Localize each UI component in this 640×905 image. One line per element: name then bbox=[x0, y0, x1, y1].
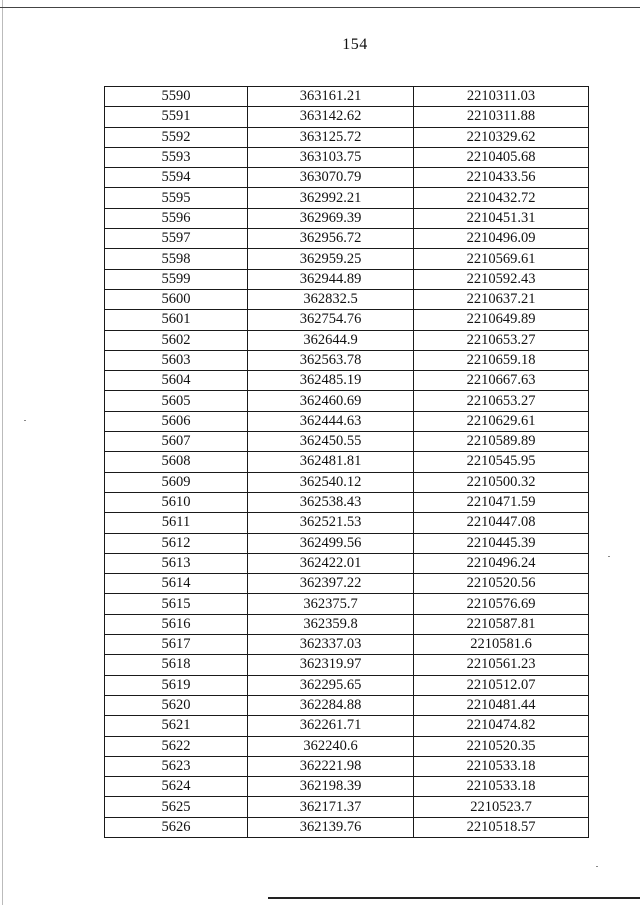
point-number-cell: 5594 bbox=[105, 168, 248, 188]
point-number-cell: 5596 bbox=[105, 208, 248, 228]
y-coordinate-cell: 2210569.61 bbox=[414, 249, 589, 269]
y-coordinate-cell: 2210659.18 bbox=[414, 350, 589, 370]
table-row bbox=[105, 533, 589, 553]
point-number-cell: 5593 bbox=[105, 147, 248, 167]
y-coordinate-cell: 2210512.07 bbox=[414, 675, 589, 695]
point-number-cell: 5622 bbox=[105, 736, 248, 756]
table-row bbox=[105, 675, 589, 695]
table-row bbox=[105, 350, 589, 370]
y-coordinate-cell: 2210589.89 bbox=[414, 432, 589, 452]
x-coordinate-cell: 362969.39 bbox=[248, 208, 414, 228]
x-coordinate-cell: 362832.5 bbox=[248, 289, 414, 309]
coordinates-table-body bbox=[105, 87, 589, 838]
y-coordinate-cell: 2210523.7 bbox=[414, 797, 589, 817]
x-coordinate-cell: 363070.79 bbox=[248, 168, 414, 188]
y-coordinate-cell: 2210653.27 bbox=[414, 330, 589, 350]
point-number-cell: 5598 bbox=[105, 249, 248, 269]
table-row bbox=[105, 756, 589, 776]
x-coordinate-cell: 362944.89 bbox=[248, 269, 414, 289]
x-coordinate-cell: 362198.39 bbox=[248, 777, 414, 797]
x-coordinate-cell: 362261.71 bbox=[248, 716, 414, 736]
table-row bbox=[105, 147, 589, 167]
table-row bbox=[105, 736, 589, 756]
table-row bbox=[105, 614, 589, 634]
x-coordinate-cell: 363103.75 bbox=[248, 147, 414, 167]
x-coordinate-cell: 362450.55 bbox=[248, 432, 414, 452]
y-coordinate-cell: 2210471.59 bbox=[414, 492, 589, 512]
point-number-cell: 5603 bbox=[105, 350, 248, 370]
y-coordinate-cell: 2210667.63 bbox=[414, 371, 589, 391]
y-coordinate-cell: 2210496.09 bbox=[414, 229, 589, 249]
x-coordinate-cell: 362444.63 bbox=[248, 411, 414, 431]
point-number-cell: 5614 bbox=[105, 574, 248, 594]
y-coordinate-cell: 2210533.18 bbox=[414, 777, 589, 797]
table-row bbox=[105, 330, 589, 350]
x-coordinate-cell: 362754.76 bbox=[248, 310, 414, 330]
table-row bbox=[105, 513, 589, 533]
table-row bbox=[105, 188, 589, 208]
table-row bbox=[105, 249, 589, 269]
x-coordinate-cell: 362295.65 bbox=[248, 675, 414, 695]
x-coordinate-cell: 362540.12 bbox=[248, 472, 414, 492]
table-row bbox=[105, 777, 589, 797]
point-number-cell: 5591 bbox=[105, 107, 248, 127]
y-coordinate-cell: 2210445.39 bbox=[414, 533, 589, 553]
point-number-cell: 5611 bbox=[105, 513, 248, 533]
y-coordinate-cell: 2210474.82 bbox=[414, 716, 589, 736]
point-number-cell: 5619 bbox=[105, 675, 248, 695]
point-number-cell: 5599 bbox=[105, 269, 248, 289]
point-number-cell: 5597 bbox=[105, 229, 248, 249]
point-number-cell: 5604 bbox=[105, 371, 248, 391]
y-coordinate-cell: 2210587.81 bbox=[414, 614, 589, 634]
scan-speck bbox=[24, 420, 26, 421]
y-coordinate-cell: 2210520.35 bbox=[414, 736, 589, 756]
coordinates-table bbox=[104, 86, 589, 838]
x-coordinate-cell: 362139.76 bbox=[248, 817, 414, 837]
x-coordinate-cell: 362563.78 bbox=[248, 350, 414, 370]
x-coordinate-cell: 362375.7 bbox=[248, 594, 414, 614]
table-row bbox=[105, 574, 589, 594]
scan-border-bottom bbox=[268, 897, 640, 899]
y-coordinate-cell: 2210311.88 bbox=[414, 107, 589, 127]
y-coordinate-cell: 2210561.23 bbox=[414, 655, 589, 675]
x-coordinate-cell: 362284.88 bbox=[248, 695, 414, 715]
table-row bbox=[105, 492, 589, 512]
y-coordinate-cell: 2210545.95 bbox=[414, 452, 589, 472]
point-number-cell: 5617 bbox=[105, 635, 248, 655]
point-number-cell: 5626 bbox=[105, 817, 248, 837]
x-coordinate-cell: 362485.19 bbox=[248, 371, 414, 391]
table-row bbox=[105, 107, 589, 127]
page-number: 154 bbox=[342, 36, 368, 53]
table-row bbox=[105, 371, 589, 391]
x-coordinate-cell: 362521.53 bbox=[248, 513, 414, 533]
y-coordinate-cell: 2210447.08 bbox=[414, 513, 589, 533]
y-coordinate-cell: 2210500.32 bbox=[414, 472, 589, 492]
y-coordinate-cell: 2210649.89 bbox=[414, 310, 589, 330]
table-row bbox=[105, 310, 589, 330]
point-number-cell: 5625 bbox=[105, 797, 248, 817]
scan-edge-left bbox=[2, 0, 3, 905]
y-coordinate-cell: 2210629.61 bbox=[414, 411, 589, 431]
x-coordinate-cell: 363161.21 bbox=[248, 87, 414, 107]
x-coordinate-cell: 362499.56 bbox=[248, 533, 414, 553]
y-coordinate-cell: 2210496.24 bbox=[414, 553, 589, 573]
x-coordinate-cell: 362221.98 bbox=[248, 756, 414, 776]
table-row bbox=[105, 229, 589, 249]
x-coordinate-cell: 362397.22 bbox=[248, 574, 414, 594]
x-coordinate-cell: 362319.97 bbox=[248, 655, 414, 675]
point-number-cell: 5609 bbox=[105, 472, 248, 492]
point-number-cell: 5616 bbox=[105, 614, 248, 634]
x-coordinate-cell: 362956.72 bbox=[248, 229, 414, 249]
point-number-cell: 5600 bbox=[105, 289, 248, 309]
table-row bbox=[105, 472, 589, 492]
y-coordinate-cell: 2210637.21 bbox=[414, 289, 589, 309]
x-coordinate-cell: 362538.43 bbox=[248, 492, 414, 512]
point-number-cell: 5621 bbox=[105, 716, 248, 736]
point-number-cell: 5610 bbox=[105, 492, 248, 512]
table-row bbox=[105, 452, 589, 472]
y-coordinate-cell: 2210653.27 bbox=[414, 391, 589, 411]
x-coordinate-cell: 362460.69 bbox=[248, 391, 414, 411]
point-number-cell: 5602 bbox=[105, 330, 248, 350]
point-number-cell: 5592 bbox=[105, 127, 248, 147]
x-coordinate-cell: 362992.21 bbox=[248, 188, 414, 208]
scan-border-top bbox=[0, 7, 640, 8]
table-row bbox=[105, 797, 589, 817]
y-coordinate-cell: 2210432.72 bbox=[414, 188, 589, 208]
point-number-cell: 5605 bbox=[105, 391, 248, 411]
table-row bbox=[105, 208, 589, 228]
table-row bbox=[105, 695, 589, 715]
table-row bbox=[105, 289, 589, 309]
table-row bbox=[105, 635, 589, 655]
y-coordinate-cell: 2210533.18 bbox=[414, 756, 589, 776]
table-row bbox=[105, 168, 589, 188]
y-coordinate-cell: 2210405.68 bbox=[414, 147, 589, 167]
y-coordinate-cell: 2210311.03 bbox=[414, 87, 589, 107]
table-row bbox=[105, 127, 589, 147]
point-number-cell: 5607 bbox=[105, 432, 248, 452]
table-row bbox=[105, 391, 589, 411]
scan-speck bbox=[608, 556, 610, 557]
table-row bbox=[105, 87, 589, 107]
table-row bbox=[105, 269, 589, 289]
y-coordinate-cell: 2210576.69 bbox=[414, 594, 589, 614]
point-number-cell: 5608 bbox=[105, 452, 248, 472]
x-coordinate-cell: 362481.81 bbox=[248, 452, 414, 472]
point-number-cell: 5601 bbox=[105, 310, 248, 330]
x-coordinate-cell: 362359.8 bbox=[248, 614, 414, 634]
x-coordinate-cell: 362240.6 bbox=[248, 736, 414, 756]
table-row bbox=[105, 553, 589, 573]
y-coordinate-cell: 2210581.6 bbox=[414, 635, 589, 655]
x-coordinate-cell: 362959.25 bbox=[248, 249, 414, 269]
point-number-cell: 5624 bbox=[105, 777, 248, 797]
table-row bbox=[105, 411, 589, 431]
x-coordinate-cell: 362422.01 bbox=[248, 553, 414, 573]
y-coordinate-cell: 2210481.44 bbox=[414, 695, 589, 715]
point-number-cell: 5620 bbox=[105, 695, 248, 715]
point-number-cell: 5615 bbox=[105, 594, 248, 614]
y-coordinate-cell: 2210433.56 bbox=[414, 168, 589, 188]
table-row bbox=[105, 817, 589, 837]
y-coordinate-cell: 2210518.57 bbox=[414, 817, 589, 837]
point-number-cell: 5606 bbox=[105, 411, 248, 431]
point-number-cell: 5618 bbox=[105, 655, 248, 675]
y-coordinate-cell: 2210592.43 bbox=[414, 269, 589, 289]
y-coordinate-cell: 2210329.62 bbox=[414, 127, 589, 147]
y-coordinate-cell: 2210451.31 bbox=[414, 208, 589, 228]
table-row bbox=[105, 432, 589, 452]
x-coordinate-cell: 362644.9 bbox=[248, 330, 414, 350]
x-coordinate-cell: 362171.37 bbox=[248, 797, 414, 817]
point-number-cell: 5590 bbox=[105, 87, 248, 107]
point-number-cell: 5595 bbox=[105, 188, 248, 208]
x-coordinate-cell: 362337.03 bbox=[248, 635, 414, 655]
point-number-cell: 5613 bbox=[105, 553, 248, 573]
x-coordinate-cell: 363142.62 bbox=[248, 107, 414, 127]
table-row bbox=[105, 716, 589, 736]
y-coordinate-cell: 2210520.56 bbox=[414, 574, 589, 594]
x-coordinate-cell: 363125.72 bbox=[248, 127, 414, 147]
table-row bbox=[105, 594, 589, 614]
point-number-cell: 5623 bbox=[105, 756, 248, 776]
table-row bbox=[105, 655, 589, 675]
point-number-cell: 5612 bbox=[105, 533, 248, 553]
scan-speck bbox=[596, 866, 598, 867]
